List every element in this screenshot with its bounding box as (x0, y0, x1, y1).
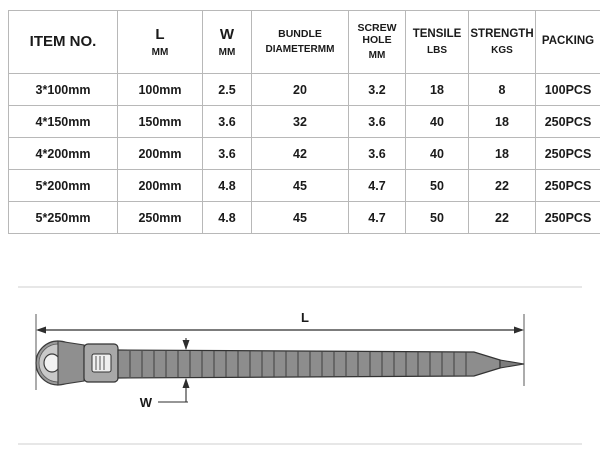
column-header-strength (469, 11, 536, 74)
column-header-item-no (9, 11, 118, 74)
cell-width: 4.8 (203, 170, 252, 202)
specification-table (8, 10, 600, 234)
cell-strength: 22 (469, 170, 536, 202)
column-header-width-unit: MM (218, 46, 236, 58)
column-header-hole-label: HOLE (362, 34, 392, 47)
cell-screw-hole: 3.2 (349, 74, 406, 106)
cell-screw-hole: 3.6 (349, 106, 406, 138)
arrow-right-icon (514, 327, 524, 334)
cell-strength: 8 (469, 74, 536, 106)
column-header-length-label: L (155, 25, 165, 43)
cell-item-no: 5*250mm (9, 202, 118, 234)
column-header-bundle-unit: DIAMETERMM (265, 44, 335, 56)
cell-width: 3.6 (203, 138, 252, 170)
cable-tie-illustration (36, 341, 524, 385)
table-header-row (9, 11, 600, 74)
cell-tensile: 40 (406, 138, 469, 170)
column-header-packing-label: PACKING (541, 35, 595, 48)
cell-width: 3.6 (203, 106, 252, 138)
strap-body (118, 350, 500, 378)
cell-item-no: 3*100mm (9, 74, 118, 106)
cell-length: 150mm (118, 106, 203, 138)
width-dimension-label: W (139, 395, 152, 410)
column-header-strength-unit: KGS (491, 44, 513, 56)
cell-width: 2.5 (203, 74, 252, 106)
arrow-down-icon (183, 340, 190, 350)
table-row (9, 202, 600, 234)
cell-tensile: 18 (406, 74, 469, 106)
cell-bundle-diameter: 45 (252, 170, 349, 202)
table-row (9, 74, 600, 106)
locking-head-slot (92, 354, 111, 372)
cell-screw-hole: 4.7 (349, 202, 406, 234)
cell-item-no: 5*200mm (9, 170, 118, 202)
table-row (9, 106, 600, 138)
cell-length: 200mm (118, 138, 203, 170)
cell-strength: 18 (469, 106, 536, 138)
column-header-bundle-diameter (252, 11, 349, 74)
table-row (9, 170, 600, 202)
cell-packing: 250PCS (536, 138, 600, 170)
column-header-packing (536, 11, 600, 74)
table-header (9, 11, 600, 74)
cell-length: 250mm (118, 202, 203, 234)
column-header-tensile (406, 11, 469, 74)
column-header-screw-hole-unit: MM (368, 50, 386, 62)
cell-tensile: 40 (406, 106, 469, 138)
cell-packing: 250PCS (536, 170, 600, 202)
strap-tail-tip (500, 360, 524, 368)
cell-item-no: 4*200mm (9, 138, 118, 170)
column-header-screw-hole (349, 11, 406, 74)
column-header-tensile-unit: LBS (427, 44, 447, 56)
cell-screw-hole: 4.7 (349, 170, 406, 202)
cell-bundle-diameter: 45 (252, 202, 349, 234)
column-header-width (203, 11, 252, 74)
head-neck (58, 341, 84, 385)
cell-item-no: 4*150mm (9, 106, 118, 138)
cell-length: 100mm (118, 74, 203, 106)
arrow-up-icon (183, 378, 190, 388)
cell-strength: 18 (469, 138, 536, 170)
cell-width: 4.8 (203, 202, 252, 234)
cell-tensile: 50 (406, 170, 469, 202)
cell-strength: 22 (469, 202, 536, 234)
cell-packing: 100PCS (536, 74, 600, 106)
table-body (9, 74, 600, 234)
column-header-bundle-label: BUNDLE (278, 28, 322, 41)
specification-table-container (8, 10, 595, 234)
length-dimension-label: L (301, 310, 309, 325)
column-header-strength-label: STRENGTH (470, 27, 534, 40)
cell-packing: 250PCS (536, 106, 600, 138)
cell-bundle-diameter: 42 (252, 138, 349, 170)
column-header-length (118, 11, 203, 74)
column-header-item-no-label: ITEM NO. (29, 33, 97, 51)
column-header-length-unit: MM (151, 46, 169, 58)
cell-length: 200mm (118, 170, 203, 202)
arrow-left-icon (36, 327, 46, 334)
cell-tensile: 50 (406, 202, 469, 234)
cell-bundle-diameter: 32 (252, 106, 349, 138)
column-header-tensile-label: TENSILE (412, 27, 462, 40)
cell-bundle-diameter: 20 (252, 74, 349, 106)
cell-packing: 250PCS (536, 202, 600, 234)
column-header-width-label: W (219, 25, 235, 43)
table-row (9, 138, 600, 170)
cell-screw-hole: 3.6 (349, 138, 406, 170)
column-header-screw-label: SCREW (357, 22, 397, 35)
product-technical-drawing (0, 278, 600, 452)
